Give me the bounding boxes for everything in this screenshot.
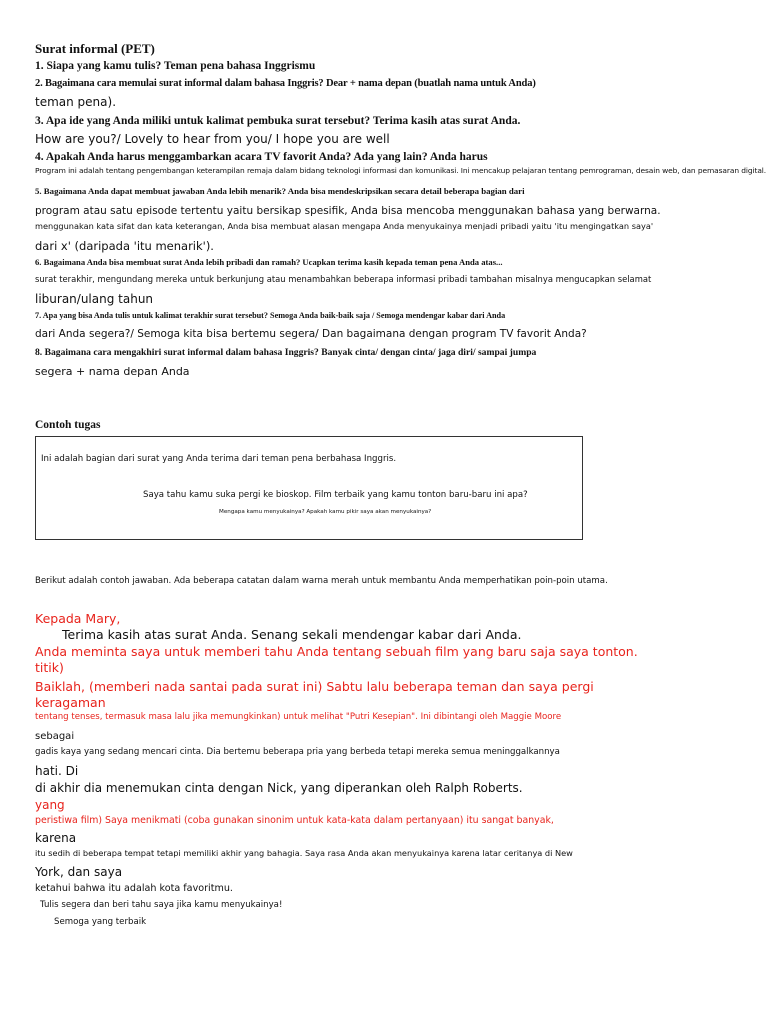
question-6: 6. Bagaimana Anda bisa membuat surat Anda lebih pribadi dan ramah? Ucapkan terima kasih kepada teman pena Anda atas... [35, 257, 503, 267]
question-2: 2. Bagaimana cara memulai surat informal dalam bahasa Inggris? Dear + nama depan (buatlah nama untuk Anda) [35, 78, 536, 89]
letter-line-2: Anda meminta saya untuk memberi tahu Anda tentang sebuah film yang baru saja saya tonton. [35, 644, 638, 659]
letter-line-1: Terima kasih atas surat Anda. Senang sekali mendengar kabar dari Anda. [62, 627, 522, 642]
answer-6b: liburan/ulang tahun [35, 292, 154, 306]
task-box [35, 436, 583, 540]
letter-line-10: di akhir dia menemukan cinta dengan Nick, yang diperankan oleh Ralph Roberts. [35, 781, 523, 795]
answer-4: Program ini adalah tentang pengembangan keterampilan remaja dalam bidang teknologi informasi dan komunikasi. Ini mencakup pelajaran tentang pemrograman, desain web, dan pemasaran digital. [35, 166, 767, 175]
letter-line-6: tentang tenses, termasuk masa lalu jika memungkinkan) untuk melihat "Putri Kesepian". Ini dibintangi oleh Maggie Moore [35, 712, 562, 722]
answer-5b: menggunakan kata sifat dan kata keterangan, Anda bisa membuat alasan mengapa Anda menyukainya menjadi pribadi yaitu 'itu mengingatkan saya' [35, 221, 654, 231]
letter-line-9: hati. Di [35, 764, 79, 778]
page-title: Surat informal (PET) [35, 41, 155, 56]
letter-line-15: York, dan saya [35, 865, 123, 879]
answer-8: segera + nama depan Anda [35, 365, 190, 378]
letter-line-7: sebagai [35, 731, 75, 742]
question-3: 3. Apa ide yang Anda miliki untuk kalimat pembuka surat tersebut? Terima kasih atas surat Anda. [35, 115, 521, 127]
task-intro: Ini adalah bagian dari surat yang Anda terima dari teman pena berbahasa Inggris. [41, 454, 397, 464]
question-1: 1. Siapa yang kamu tulis? Teman pena bahasa Inggrismu [35, 60, 316, 72]
answer-6a: surat terakhir, mengundang mereka untuk berkunjung atau menambahkan beberapa informasi pribadi tambahan misalnya mengucapkan selamat [35, 274, 652, 284]
answer-5c: dari x' (daripada 'itu menarik'). [35, 239, 214, 253]
letter-line-3: titik) [35, 660, 64, 675]
answer-2: teman pena). [35, 95, 117, 109]
answer-3: How are you?/ Lovely to hear from you/ I hope you are well [35, 132, 390, 146]
question-4: 4. Apakah Anda harus menggambarkan acara TV favorit Anda? Ada yang lain? Anda harus [35, 151, 488, 163]
letter-line-11: yang [35, 798, 65, 812]
letter-line-13: karena [35, 831, 77, 845]
letter-greeting: Kepada Mary, [35, 611, 121, 626]
question-5: 5. Bagaimana Anda dapat membuat jawaban Anda lebih menarik? Anda bisa mendeskripsikan secara detail beberapa bagian dari [35, 186, 525, 196]
letter-closing-line: Tulis segera dan beri tahu saya jika kamu menyukainya! [40, 900, 283, 910]
letter-line-4: Baiklah, (memberi nada santai pada surat ini) Sabtu lalu beberapa teman dan saya pergi [35, 679, 594, 694]
letter-sign-off: Semoga yang terbaik [54, 917, 147, 927]
answer-7: dari Anda segera?/ Semoga kita bisa bertemu segera/ Dan bagaimana dengan program TV favorit Anda? [35, 328, 587, 340]
letter-line-12: peristiwa film) Saya menikmati (coba gunakan sinonim untuk kata-kata dalam pertanyaan) itu sangat banyak, [35, 815, 554, 826]
letter-line-14: itu sedih di beberapa tempat tetapi memiliki akhir yang bahagia. Saya rasa Anda akan menyukainya karena latar ceritanya di New [35, 848, 573, 858]
answer-5a: program atau satu episode tertentu yaitu bersikap spesifik, Anda bisa mencoba menggunakan bahasa yang berwarna. [35, 205, 661, 217]
answer-note: Berikut adalah contoh jawaban. Ada beberapa catatan dalam warna merah untuk membantu Anda memperhatikan poin-poin utama. [35, 576, 608, 586]
task-heading: Contoh tugas [35, 419, 101, 431]
letter-line-8: gadis kaya yang sedang mencari cinta. Dia bertemu beberapa pria yang berbeda tetapi mereka semua meninggalkannya [35, 747, 560, 757]
task-quote-line-1: Saya tahu kamu suka pergi ke bioskop. Film terbaik yang kamu tonton baru-baru ini apa? [143, 490, 528, 500]
letter-line-16: ketahui bahwa itu adalah kota favoritmu. [35, 883, 233, 894]
task-quote-line-2: Mengapa kamu menyukainya? Apakah kamu pikir saya akan menyukainya? [219, 509, 432, 515]
letter-line-5: keragaman [35, 695, 106, 710]
question-8: 8. Bagaimana cara mengakhiri surat informal dalam bahasa Inggris? Banyak cinta/ dengan cinta/ jaga diri/ sampai jumpa [35, 347, 537, 358]
question-7: 7. Apa yang bisa Anda tulis untuk kalimat terakhir surat tersebut? Semoga Anda baik-baik saja / Semoga mendengar kabar dari Anda [35, 311, 506, 320]
